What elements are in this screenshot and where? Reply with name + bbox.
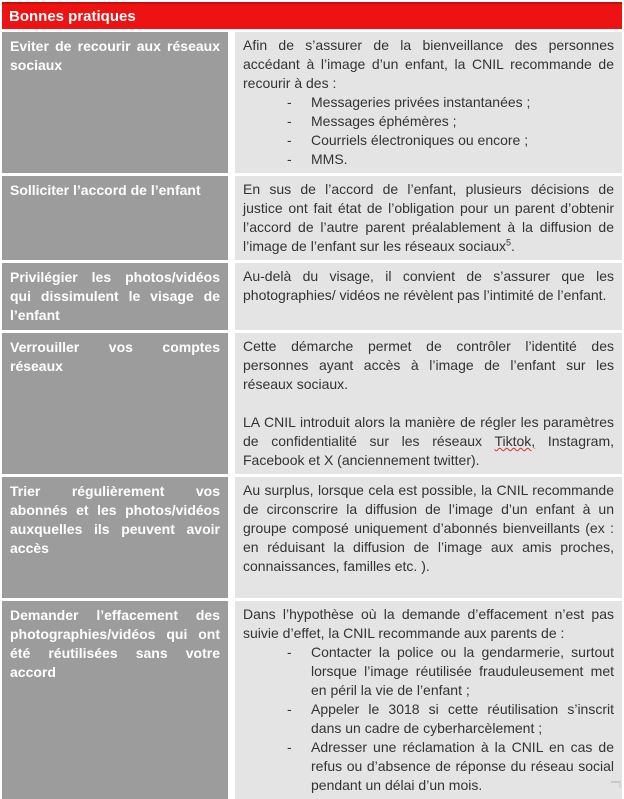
row-4-paragraph-2-text-end: Instagram, Facebook et X (anciennement twitter). bbox=[243, 433, 614, 468]
dash-bullet-marker: - bbox=[287, 94, 292, 110]
row-4-content bbox=[235, 333, 622, 474]
list-item-text: Appeler le 3018 si cette réutilisation s’inscrit dans un cadre de cyberharcèlement ; bbox=[311, 701, 614, 736]
row-5-label: Trier régulièrement vos abonnés et les photos/vidéos auxquelles ils peuvent avoir accès bbox=[2, 477, 228, 598]
row-1-bullet-list bbox=[243, 93, 614, 169]
page-corner-artifact bbox=[611, 781, 621, 788]
row-2-intro-text: En sus de l’accord de l’enfant, plusieurs décisions de justice ont fait état de l’obligation pour un parent d’obtenir l’accord de l’autre parent préalablement à la diffusion de l’image de l’enfant sur les réseaux sociaux bbox=[243, 181, 614, 254]
dash-bullet-marker: - bbox=[287, 701, 292, 717]
row-1-label: Eviter de recourir aux réseaux sociaux bbox=[2, 32, 228, 173]
row-6-bullet-list bbox=[243, 643, 614, 795]
row-2-content bbox=[235, 176, 622, 260]
row-5-intro: Au surplus, lorsque cela est possible, la CNIL recommande de circonscrire la diffusion de l’image d’un enfant à un groupe composé uniquement d’abonnés bienveillants (ex : en réduisant la diffusion de l’image aux amis proches, connaissances, familles etc. ). bbox=[243, 482, 614, 574]
list-item bbox=[243, 112, 614, 131]
list-item-text: Contacter la police ou la gendarmerie, surtout lorsque l’image réutilisée frauduleusement met en péril la vie de l’enfant ; bbox=[311, 644, 614, 698]
row-1-content bbox=[235, 32, 622, 173]
table-header-title: Bonnes pratiques bbox=[2, 2, 622, 29]
row-3-content bbox=[235, 263, 622, 330]
row-4-paragraph-2 bbox=[243, 413, 614, 470]
list-item bbox=[243, 150, 614, 169]
list-item-text: Courriels électroniques ou encore ; bbox=[311, 132, 529, 148]
list-item bbox=[243, 93, 614, 112]
dash-bullet-marker: - bbox=[287, 113, 292, 129]
dash-bullet-marker: - bbox=[287, 151, 292, 167]
row-6-label: Demander l’effacement des photographies/vidéos qui ont été réutilisées sans votre accord bbox=[2, 601, 228, 799]
list-item-text: Adresser une réclamation à la CNIL en cas de refus ou d’absence de réponse du réseau social pendant un délai d’un mois. bbox=[311, 739, 614, 793]
row-6-intro: Dans l’hypothèse où la demande d’effacement n’est pas suivie d’effet, la CNIL recommande aux parents de : bbox=[243, 606, 614, 641]
spellcheck-flagged-word: Tiktok, bbox=[494, 433, 536, 449]
list-item-text: Messages éphémères ; bbox=[311, 113, 457, 129]
row-4-label: Verrouiller vos comptes réseaux bbox=[2, 333, 228, 474]
row-2-intro-period: . bbox=[511, 238, 515, 254]
row-5-content bbox=[235, 477, 622, 598]
row-3-intro: Au-delà du visage, il convient de s’assurer que les photographies/ vidéos ne révèlent pas l’intimité de l’enfant. bbox=[243, 268, 614, 303]
row-2-label: Solliciter l’accord de l’enfant bbox=[2, 176, 228, 260]
row-6-content bbox=[235, 601, 622, 799]
row-4-paragraph-1: Cette démarche permet de contrôler l’identité des personnes ayant accès à l’image de l’enfant sur les réseaux sociaux. bbox=[243, 338, 614, 392]
list-item bbox=[243, 131, 614, 150]
list-item-text: Messageries privées instantanées ; bbox=[311, 94, 531, 110]
row-3-label: Privilégier les photos/vidéos qui dissimulent le visage de l’enfant bbox=[2, 263, 228, 330]
list-item-text: MMS. bbox=[311, 151, 348, 167]
row-1-intro: Afin de s’assurer de la bienveillance des personnes accédant à l’image d’un enfant, la CNIL recommande de recourir à des : bbox=[243, 37, 614, 91]
list-item bbox=[243, 700, 614, 738]
dash-bullet-marker: - bbox=[287, 739, 292, 755]
row-2-intro bbox=[243, 180, 614, 256]
practices-table bbox=[2, 2, 622, 799]
row-4-paragraph-2-text: LA CNIL introduit alors la manière de régler les paramètres de confidentialité sur les réseaux bbox=[243, 414, 614, 449]
dash-bullet-marker: - bbox=[287, 132, 292, 148]
dash-bullet-marker: - bbox=[287, 644, 292, 660]
footnote-reference: 5 bbox=[506, 237, 512, 248]
list-item bbox=[243, 643, 614, 700]
list-item bbox=[243, 738, 614, 795]
